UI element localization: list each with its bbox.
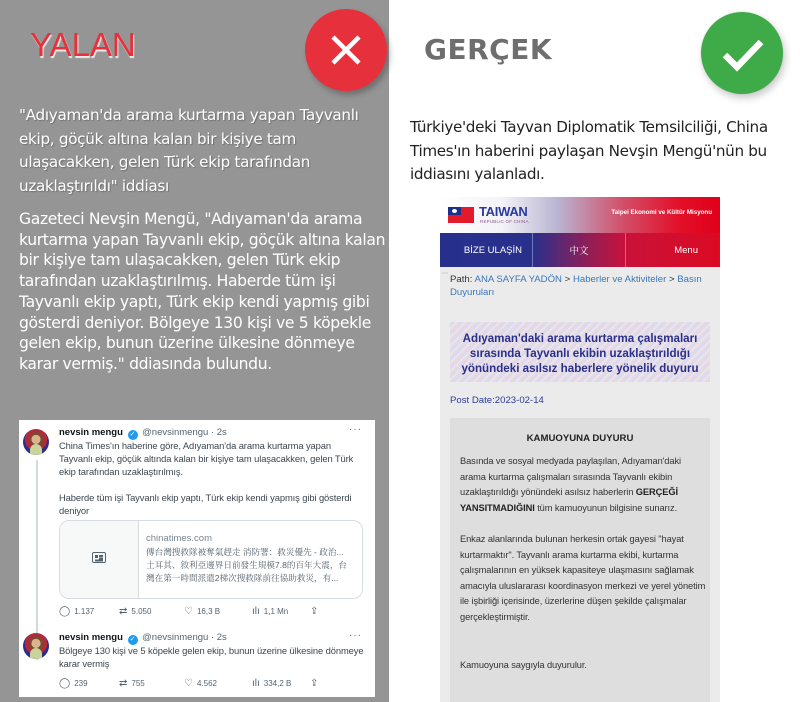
like-button[interactable] bbox=[184, 678, 252, 689]
claim-body: Gazeteci Nevşin Mengü, "Adıyaman'da arama kurtarma yapan Tayvanlı ekip, göçük altına kalan bir kişiye tam ulaşacakken, gelen Türk ekip tarafından uzaklaştırılmış. Haberde tüm işi Tayvanlı ekip yaptı, Türk ekip kendi yapmış gibi gösterdi deniyor. Bölgeye 130 kişi ve 5 köpekle gelen ekip, bunun üzerine ülkesine dönmeye karar vermiş." ddiasında bulundu. bbox=[19, 210, 386, 373]
tweet-text-line: deniyor bbox=[59, 505, 90, 516]
mission-name: Taipei Ekonomi ve Kültür Misyonu bbox=[611, 209, 712, 216]
reply-icon: ◯ bbox=[59, 678, 71, 689]
announcement-title-box bbox=[450, 322, 710, 382]
bar-chart-icon: ılı bbox=[252, 678, 260, 689]
thread-line bbox=[36, 460, 38, 660]
breadcrumb-press[interactable]: Basın Duyuruları bbox=[450, 274, 702, 298]
tweet-text-line: Haberde tüm işi Tayvanlı ekip yaptı, Türk ekip kendi yapmış gibi gösterdi bbox=[59, 492, 352, 503]
site-header bbox=[440, 197, 720, 233]
tweet-text-line: China Times'ın haberine göre, Adıyaman'da arama kurtarma yapan bbox=[59, 440, 332, 451]
tweet-text-line: ekip tarafından uzaklaştırılmış. bbox=[59, 466, 183, 477]
verdict-label-true: GERÇEK bbox=[424, 33, 553, 66]
avatar bbox=[23, 429, 49, 455]
share-icon: ⇪ bbox=[310, 678, 319, 689]
reply-button[interactable] bbox=[59, 678, 119, 689]
reply-icon: ◯ bbox=[59, 606, 71, 617]
views-count: 334,2 B bbox=[263, 679, 292, 688]
breadcrumb bbox=[450, 274, 712, 299]
site-nav bbox=[440, 233, 720, 267]
tweet-actions bbox=[59, 606, 318, 617]
check-icon bbox=[701, 12, 783, 94]
reply-count: 1.137 bbox=[74, 607, 95, 616]
link-line: 傳台灣搜救隊被奪氣趕走 消防署：救災優先 - 政治... bbox=[146, 547, 344, 557]
tweet-handle: @nevsinmengu · 2s bbox=[142, 427, 227, 438]
notice-box bbox=[450, 418, 710, 702]
path-label: Path: bbox=[450, 274, 473, 285]
notice-text: tüm kamuoyunun bilgisine sunarız. bbox=[534, 502, 678, 513]
views-button[interactable] bbox=[252, 606, 310, 617]
tweet-actions bbox=[59, 678, 318, 689]
breadcrumb-separator: > bbox=[564, 274, 571, 285]
taiwan-flag-icon bbox=[448, 207, 474, 223]
like-button[interactable] bbox=[184, 606, 252, 617]
bar-chart-icon: ılı bbox=[252, 606, 260, 617]
link-preview-text bbox=[146, 546, 358, 585]
claim-title: "Adıyaman'da arama kurtarma yapan Tayvanlı ekip, göçük altına kalan bir kişiye tam ulaşacakken, gelen Türk ekip tarafından uzaklaştırıldı" iddiası bbox=[19, 106, 359, 195]
more-options-icon[interactable]: ··· bbox=[349, 630, 362, 641]
logo-subtitle: REPUBLIC OF CHINA bbox=[480, 219, 529, 224]
tweet-handle: @nevsinmengu · 2s bbox=[142, 632, 227, 643]
notice-text: Basında ve sosyal medyada paylaşılan, Adıyaman'daki arama kurtarma çalışmaları sırasında Tayvanlı ekibin uzaklaştırıldığı yönündeki asılsız haberlerin bbox=[460, 456, 681, 498]
logo-text: TAIWAN bbox=[479, 204, 528, 219]
nav-contact-us[interactable]: BİZE ULAŞİN bbox=[440, 233, 533, 267]
breadcrumb-home[interactable]: ANA SAYFA YADÖN bbox=[474, 274, 562, 285]
link-thumbnail bbox=[60, 521, 139, 598]
nav-chinese[interactable]: 中文 bbox=[533, 233, 626, 267]
website-screenshot bbox=[440, 197, 720, 702]
views-button[interactable] bbox=[252, 678, 310, 689]
site-logo[interactable] bbox=[479, 204, 528, 219]
verified-badge-icon: ✓ bbox=[128, 635, 138, 645]
share-icon: ⇪ bbox=[310, 606, 319, 617]
retweet-button[interactable] bbox=[119, 606, 184, 617]
notice-heading: KAMUOYUNA DUYURU bbox=[526, 433, 634, 444]
link-preview-card[interactable] bbox=[59, 520, 363, 599]
link-line: 灣在第一時間派遣2梯次搜救隊前往協助救災，有... bbox=[146, 573, 339, 583]
notice-paragraph bbox=[460, 454, 708, 516]
tweet-text bbox=[59, 439, 353, 517]
link-line: 土耳其、敘利亞邊界日前發生規模7.8的百年大震，台 bbox=[146, 560, 348, 570]
fact-title: Türkiye'deki Tayvan Diplomatik Temsilciliği, China Times'ın haberini paylaşan Nevşin Mengü'nün bu iddiasını yalanladı. bbox=[410, 118, 768, 183]
notice-bold-text: GERÇEĞİ YANSITMADIĞINI bbox=[460, 487, 678, 513]
notice-closing: Kamuoyuna saygıyla duyurulur. bbox=[460, 660, 587, 670]
tweet-text bbox=[59, 644, 363, 670]
x-icon bbox=[305, 9, 387, 91]
dots-icon: ⋯ bbox=[442, 271, 448, 277]
tweet-text-line: Tayvanlı ekip, göçük altında kalan bir kişiye tam ulaşacakken, gelen Türk bbox=[59, 453, 354, 464]
article-icon bbox=[92, 552, 106, 563]
more-options-icon[interactable]: ··· bbox=[349, 424, 362, 435]
retweet-button[interactable] bbox=[119, 678, 184, 689]
reply-button[interactable] bbox=[59, 606, 119, 617]
retweet-count: 5.050 bbox=[131, 607, 152, 616]
link-domain: chinatimes.com bbox=[146, 533, 212, 544]
tweet-text-line: Bölgeye 130 kişi ve 5 köpekle gelen ekip, bunun üzerine ülkesine dönmeye bbox=[59, 645, 364, 656]
heart-icon: ♡ bbox=[184, 606, 193, 617]
post-date: Post Date:2023-02-14 bbox=[450, 395, 544, 406]
tweet-author-name: nevsin mengu bbox=[59, 632, 123, 643]
retweet-icon: ⇄ bbox=[119, 606, 128, 617]
avatar bbox=[23, 633, 49, 659]
views-count: 1,1 Mn bbox=[263, 607, 289, 616]
share-button[interactable] bbox=[310, 606, 318, 617]
announcement-title: Adıyaman'daki arama kurtarma çalışmaları sırasında Tayvanlı ekibin uzaklaştırıldığı yönündeki asılsız haberlere yönelik duyuru bbox=[461, 332, 699, 375]
retweet-count: 755 bbox=[131, 679, 145, 688]
verified-badge-icon: ✓ bbox=[128, 430, 138, 440]
tweet-screenshot bbox=[19, 420, 375, 697]
tweet-text-line: karar vermiş bbox=[59, 658, 110, 669]
notice-paragraph: Enkaz alanlarında bulunan herkesin ortak gayesi "hayat kurtarmaktır". Tayvanlı arama kurtarma ekibi, kurtarma çalışmalarının en yüksek kapasiteye ulaşmasını sağlamak amacıyla uluslararası koordinasyon merkezi ve yerel yönetim ile işbirliği içerisinde, üzerlerine düşen şekilde çalışmalar gerçekleştirmiştir. bbox=[460, 534, 706, 622]
tweet-author-name: nevsin mengu bbox=[59, 427, 123, 438]
heart-icon: ♡ bbox=[184, 678, 193, 689]
reply-count: 239 bbox=[74, 679, 88, 688]
share-button[interactable] bbox=[310, 678, 318, 689]
retweet-icon: ⇄ bbox=[119, 678, 128, 689]
like-count: 16,3 B bbox=[196, 607, 221, 616]
like-count: 4.562 bbox=[196, 679, 217, 688]
false-claim-panel bbox=[0, 0, 389, 702]
breadcrumb-separator: > bbox=[668, 274, 675, 285]
nav-menu[interactable]: Menu bbox=[674, 244, 698, 256]
breadcrumb-news[interactable]: Haberler ve Aktiviteler bbox=[572, 274, 667, 285]
verdict-label-false: YALAN bbox=[30, 26, 136, 63]
